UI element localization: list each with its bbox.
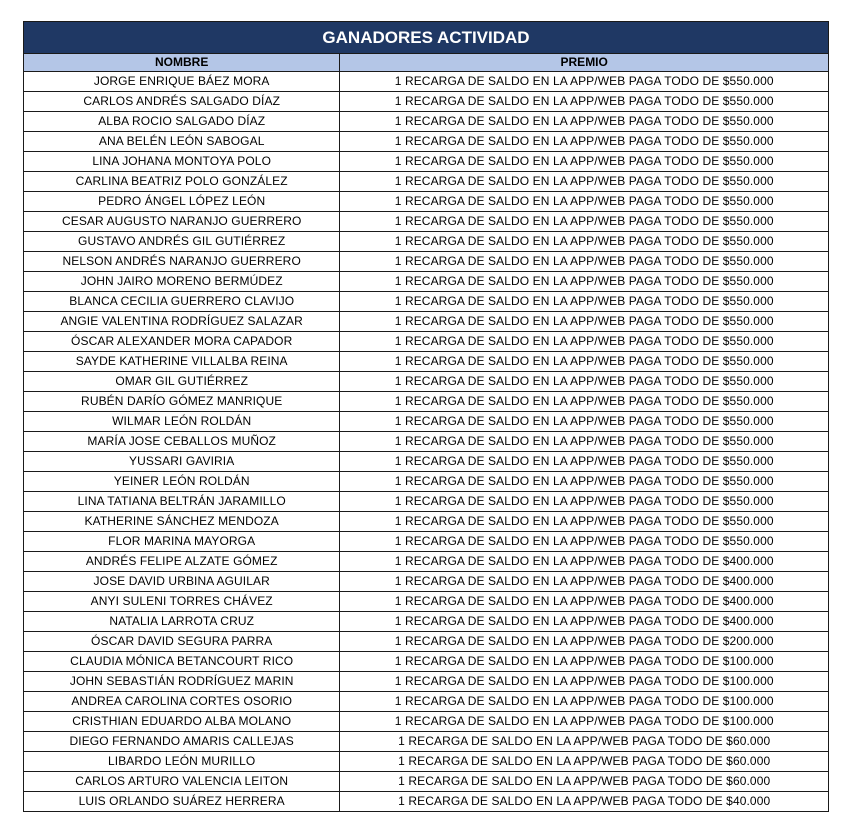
table-row — [24, 132, 829, 152]
prize-cell: 1 RECARGA DE SALDO EN LA APP/WEB PAGA TODO DE $100.000 — [340, 652, 829, 672]
table-row — [24, 212, 829, 232]
table-row — [24, 592, 829, 612]
prize-cell: 1 RECARGA DE SALDO EN LA APP/WEB PAGA TODO DE $400.000 — [340, 552, 829, 572]
prize-cell: 1 RECARGA DE SALDO EN LA APP/WEB PAGA TODO DE $60.000 — [340, 752, 829, 772]
prize-cell: 1 RECARGA DE SALDO EN LA APP/WEB PAGA TODO DE $550.000 — [340, 112, 829, 132]
prize-cell: 1 RECARGA DE SALDO EN LA APP/WEB PAGA TODO DE $60.000 — [340, 732, 829, 752]
table-title: GANADORES ACTIVIDAD — [24, 22, 829, 54]
table-row — [24, 712, 829, 732]
prize-cell: 1 RECARGA DE SALDO EN LA APP/WEB PAGA TODO DE $550.000 — [340, 332, 829, 352]
prize-cell: 1 RECARGA DE SALDO EN LA APP/WEB PAGA TODO DE $400.000 — [340, 572, 829, 592]
prize-cell: 1 RECARGA DE SALDO EN LA APP/WEB PAGA TODO DE $550.000 — [340, 152, 829, 172]
winner-name-cell: BLANCA CECILIA GUERRERO CLAVIJO — [24, 292, 340, 312]
table-row — [24, 632, 829, 652]
winner-name-cell: NELSON ANDRÉS NARANJO GUERRERO — [24, 252, 340, 272]
winner-name-cell: ALBA ROCIO SALGADO DÍAZ — [24, 112, 340, 132]
table-row — [24, 332, 829, 352]
winner-name-cell: CARLOS ANDRÉS SALGADO DÍAZ — [24, 92, 340, 112]
table-row — [24, 192, 829, 212]
table-row — [24, 672, 829, 692]
prize-cell: 1 RECARGA DE SALDO EN LA APP/WEB PAGA TODO DE $550.000 — [340, 472, 829, 492]
table-row — [24, 692, 829, 712]
column-header-name: NOMBRE — [24, 54, 340, 72]
winner-name-cell: ANA BELÉN LEÓN SABOGAL — [24, 132, 340, 152]
table-row — [24, 232, 829, 252]
table-row — [24, 172, 829, 192]
winner-name-cell: JORGE ENRIQUE BÁEZ MORA — [24, 72, 340, 92]
table-row — [24, 612, 829, 632]
prize-cell: 1 RECARGA DE SALDO EN LA APP/WEB PAGA TODO DE $550.000 — [340, 412, 829, 432]
prize-cell: 1 RECARGA DE SALDO EN LA APP/WEB PAGA TODO DE $550.000 — [340, 372, 829, 392]
winner-name-cell: LINA JOHANA MONTOYA POLO — [24, 152, 340, 172]
prize-cell: 1 RECARGA DE SALDO EN LA APP/WEB PAGA TODO DE $550.000 — [340, 272, 829, 292]
winner-name-cell: JOHN JAIRO MORENO BERMÚDEZ — [24, 272, 340, 292]
winner-name-cell: LINA TATIANA BELTRÁN JARAMILLO — [24, 492, 340, 512]
winner-name-cell: PEDRO ÁNGEL LÓPEZ LEÓN — [24, 192, 340, 212]
prize-cell: 1 RECARGA DE SALDO EN LA APP/WEB PAGA TODO DE $400.000 — [340, 592, 829, 612]
prize-cell: 1 RECARGA DE SALDO EN LA APP/WEB PAGA TODO DE $550.000 — [340, 352, 829, 372]
header-row — [24, 54, 829, 72]
column-header-prize: PREMIO — [340, 54, 829, 72]
prize-cell: 1 RECARGA DE SALDO EN LA APP/WEB PAGA TODO DE $550.000 — [340, 532, 829, 552]
title-row — [24, 22, 829, 54]
winners-sheet — [23, 21, 829, 812]
prize-cell: 1 RECARGA DE SALDO EN LA APP/WEB PAGA TODO DE $550.000 — [340, 432, 829, 452]
table-row — [24, 652, 829, 672]
winner-name-cell: ANDREA CAROLINA CORTES OSORIO — [24, 692, 340, 712]
prize-cell: 1 RECARGA DE SALDO EN LA APP/WEB PAGA TODO DE $550.000 — [340, 232, 829, 252]
winner-name-cell: ANGIE VALENTINA RODRÍGUEZ SALAZAR — [24, 312, 340, 332]
table-row — [24, 432, 829, 452]
table-row — [24, 772, 829, 792]
winner-name-cell: KATHERINE SÁNCHEZ MENDOZA — [24, 512, 340, 532]
table-row — [24, 92, 829, 112]
winner-name-cell: JOHN SEBASTIÁN RODRÍGUEZ MARIN — [24, 672, 340, 692]
winner-name-cell: DIEGO FERNANDO AMARIS CALLEJAS — [24, 732, 340, 752]
prize-cell: 1 RECARGA DE SALDO EN LA APP/WEB PAGA TODO DE $550.000 — [340, 92, 829, 112]
winner-name-cell: LUIS ORLANDO SUÁREZ HERRERA — [24, 792, 340, 812]
winner-name-cell: CRISTHIAN EDUARDO ALBA MOLANO — [24, 712, 340, 732]
table-row — [24, 272, 829, 292]
table-row — [24, 372, 829, 392]
prize-cell: 1 RECARGA DE SALDO EN LA APP/WEB PAGA TODO DE $550.000 — [340, 132, 829, 152]
winner-name-cell: ANYI SULENI TORRES CHÁVEZ — [24, 592, 340, 612]
winner-name-cell: ÓSCAR ALEXANDER MORA CAPADOR — [24, 332, 340, 352]
table-row — [24, 252, 829, 272]
table-row — [24, 352, 829, 372]
prize-cell: 1 RECARGA DE SALDO EN LA APP/WEB PAGA TODO DE $100.000 — [340, 672, 829, 692]
prize-cell: 1 RECARGA DE SALDO EN LA APP/WEB PAGA TODO DE $550.000 — [340, 72, 829, 92]
winner-name-cell: CARLINA BEATRIZ POLO GONZÁLEZ — [24, 172, 340, 192]
winner-name-cell: YUSSARI GAVIRIA — [24, 452, 340, 472]
prize-cell: 1 RECARGA DE SALDO EN LA APP/WEB PAGA TODO DE $550.000 — [340, 392, 829, 412]
prize-cell: 1 RECARGA DE SALDO EN LA APP/WEB PAGA TODO DE $40.000 — [340, 792, 829, 812]
winner-name-cell: SAYDE KATHERINE VILLALBA REINA — [24, 352, 340, 372]
winner-name-cell: YEINER LEÓN ROLDÁN — [24, 472, 340, 492]
winner-name-cell: LIBARDO LEÓN MURILLO — [24, 752, 340, 772]
winner-name-cell: FLOR MARINA MAYORGA — [24, 532, 340, 552]
prize-cell: 1 RECARGA DE SALDO EN LA APP/WEB PAGA TODO DE $400.000 — [340, 612, 829, 632]
table-row — [24, 492, 829, 512]
table-row — [24, 452, 829, 472]
table-row — [24, 72, 829, 92]
table-row — [24, 552, 829, 572]
table-body — [24, 72, 829, 812]
prize-cell: 1 RECARGA DE SALDO EN LA APP/WEB PAGA TODO DE $550.000 — [340, 452, 829, 472]
table-row — [24, 512, 829, 532]
prize-cell: 1 RECARGA DE SALDO EN LA APP/WEB PAGA TODO DE $550.000 — [340, 252, 829, 272]
table-row — [24, 412, 829, 432]
prize-cell: 1 RECARGA DE SALDO EN LA APP/WEB PAGA TODO DE $550.000 — [340, 512, 829, 532]
table-row — [24, 572, 829, 592]
table-row — [24, 792, 829, 812]
prize-cell: 1 RECARGA DE SALDO EN LA APP/WEB PAGA TODO DE $550.000 — [340, 212, 829, 232]
prize-cell: 1 RECARGA DE SALDO EN LA APP/WEB PAGA TODO DE $550.000 — [340, 312, 829, 332]
winner-name-cell: ÓSCAR DAVID SEGURA PARRA — [24, 632, 340, 652]
prize-cell: 1 RECARGA DE SALDO EN LA APP/WEB PAGA TODO DE $100.000 — [340, 712, 829, 732]
winner-name-cell: RUBÉN DARÍO GÓMEZ MANRIQUE — [24, 392, 340, 412]
prize-cell: 1 RECARGA DE SALDO EN LA APP/WEB PAGA TODO DE $550.000 — [340, 172, 829, 192]
winners-table — [23, 21, 829, 812]
table-row — [24, 532, 829, 552]
prize-cell: 1 RECARGA DE SALDO EN LA APP/WEB PAGA TODO DE $100.000 — [340, 692, 829, 712]
table-row — [24, 312, 829, 332]
prize-cell: 1 RECARGA DE SALDO EN LA APP/WEB PAGA TODO DE $60.000 — [340, 772, 829, 792]
table-row — [24, 472, 829, 492]
winner-name-cell: CESAR AUGUSTO NARANJO GUERRERO — [24, 212, 340, 232]
table-row — [24, 732, 829, 752]
table-row — [24, 152, 829, 172]
winner-name-cell: CLAUDIA MÓNICA BETANCOURT RICO — [24, 652, 340, 672]
winner-name-cell: WILMAR LEÓN ROLDÁN — [24, 412, 340, 432]
winner-name-cell: GUSTAVO ANDRÉS GIL GUTIÉRREZ — [24, 232, 340, 252]
table-row — [24, 292, 829, 312]
table-row — [24, 752, 829, 772]
winner-name-cell: JOSE DAVID URBINA AGUILAR — [24, 572, 340, 592]
winner-name-cell: CARLOS ARTURO VALENCIA LEITON — [24, 772, 340, 792]
prize-cell: 1 RECARGA DE SALDO EN LA APP/WEB PAGA TODO DE $550.000 — [340, 192, 829, 212]
winner-name-cell: NATALIA LARROTA CRUZ — [24, 612, 340, 632]
winner-name-cell: ANDRÉS FELIPE ALZATE GÓMEZ — [24, 552, 340, 572]
winner-name-cell: OMAR GIL GUTIÉRREZ — [24, 372, 340, 392]
table-row — [24, 112, 829, 132]
prize-cell: 1 RECARGA DE SALDO EN LA APP/WEB PAGA TODO DE $550.000 — [340, 492, 829, 512]
prize-cell: 1 RECARGA DE SALDO EN LA APP/WEB PAGA TODO DE $550.000 — [340, 292, 829, 312]
prize-cell: 1 RECARGA DE SALDO EN LA APP/WEB PAGA TODO DE $200.000 — [340, 632, 829, 652]
table-row — [24, 392, 829, 412]
winner-name-cell: MARÍA JOSE CEBALLOS MUÑOZ — [24, 432, 340, 452]
